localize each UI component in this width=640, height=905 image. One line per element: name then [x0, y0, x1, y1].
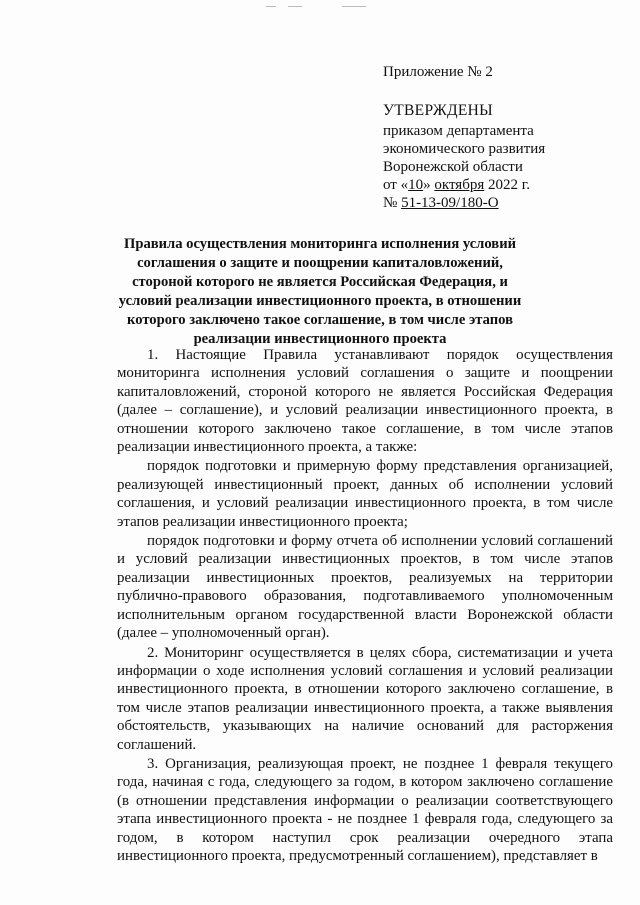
approval-line-2: экономического развития	[383, 141, 546, 157]
paragraph-1-item-a: порядок подготовки и примерную форму представления организацией, реализующей инвестиционный проект, данных об исполнении условий соглашения, и условий реализации инвестиционного проекта, в том числе этапов реализации инвестиционного проекта;	[117, 458, 613, 530]
number-prefix: №	[383, 195, 402, 211]
paragraph-3: 3. Организация, реализующая проект, не позднее 1 февраля текущего года, начиная с года, следующего за годом, в котором заключено соглашение (в отношении представления информации о реализации соответствующего этапа инвестиционного проекта - не позднее 1 февраля года, следующего за годом, в котором наступил срок реализации очередного этапа инвестиционного проекта, предусмотренный соглашением), представляет в	[117, 755, 613, 864]
date-month: октября	[434, 177, 485, 193]
date-day: 10	[408, 177, 424, 193]
date-prefix: от «	[383, 177, 409, 193]
scan-artifact	[258, 4, 388, 10]
paragraph-1-item-b: порядок подготовки и форму отчета об исполнении условий соглашений и условий реализации инвестиционных проектов, в том числе этапов реализации инвестиционных проектов, реализуемых на территории публично-правового образования, подготавливаемого уполномоченным исполнительным органом государственной власти Воронежской области (далее – уполномоченный орган).	[117, 533, 613, 642]
order-number-value: 51-13-09/180-О	[401, 195, 499, 211]
approval-block	[383, 63, 633, 212]
date-mid: »	[423, 177, 435, 193]
approved-heading: УТВЕРЖДЕНЫ	[383, 102, 493, 119]
order-number	[383, 194, 633, 212]
annex-number: Приложение № 2	[383, 64, 493, 80]
document-title: Правила осуществления мониторинга исполнения условий соглашения о защите и поощрении капиталовложений, стороной которого не является Российская Федерация, и условий реализации инвестиционного проекта, в отношении которого заключено такое соглашение, в том числе этапов реализации инвестиционного проекта	[118, 236, 522, 347]
approval-line-1: приказом департамента	[383, 123, 534, 139]
approval-line-3: Воронежской области	[383, 159, 523, 175]
paragraph-1: 1. Настоящие Правила устанавливают порядок осуществления мониторинга исполнения условий соглашения о защите и поощрении капиталовложений, стороной которого не является Российская Федерация (далее – соглашение), и условий реализации инвестиционного проекта, в отношении которого заключено такое соглашение, в том числе этапов реализации инвестиционного проекта, а также:	[117, 347, 613, 456]
document-body	[117, 346, 613, 866]
approval-date	[383, 176, 633, 194]
paragraph-2: 2. Мониторинг осуществляется в целях сбора, систематизации и учета информации о ходе исполнения условий соглашения и условий реализации инвестиционного проекта, в отношении которого заключено соглашение, в том числе этапов реализации инвестиционного проекта, а также выявления обстоятельств, указывающих на наличие оснований для расторжения соглашений.	[117, 644, 613, 753]
date-year: 2022 г.	[484, 177, 530, 193]
